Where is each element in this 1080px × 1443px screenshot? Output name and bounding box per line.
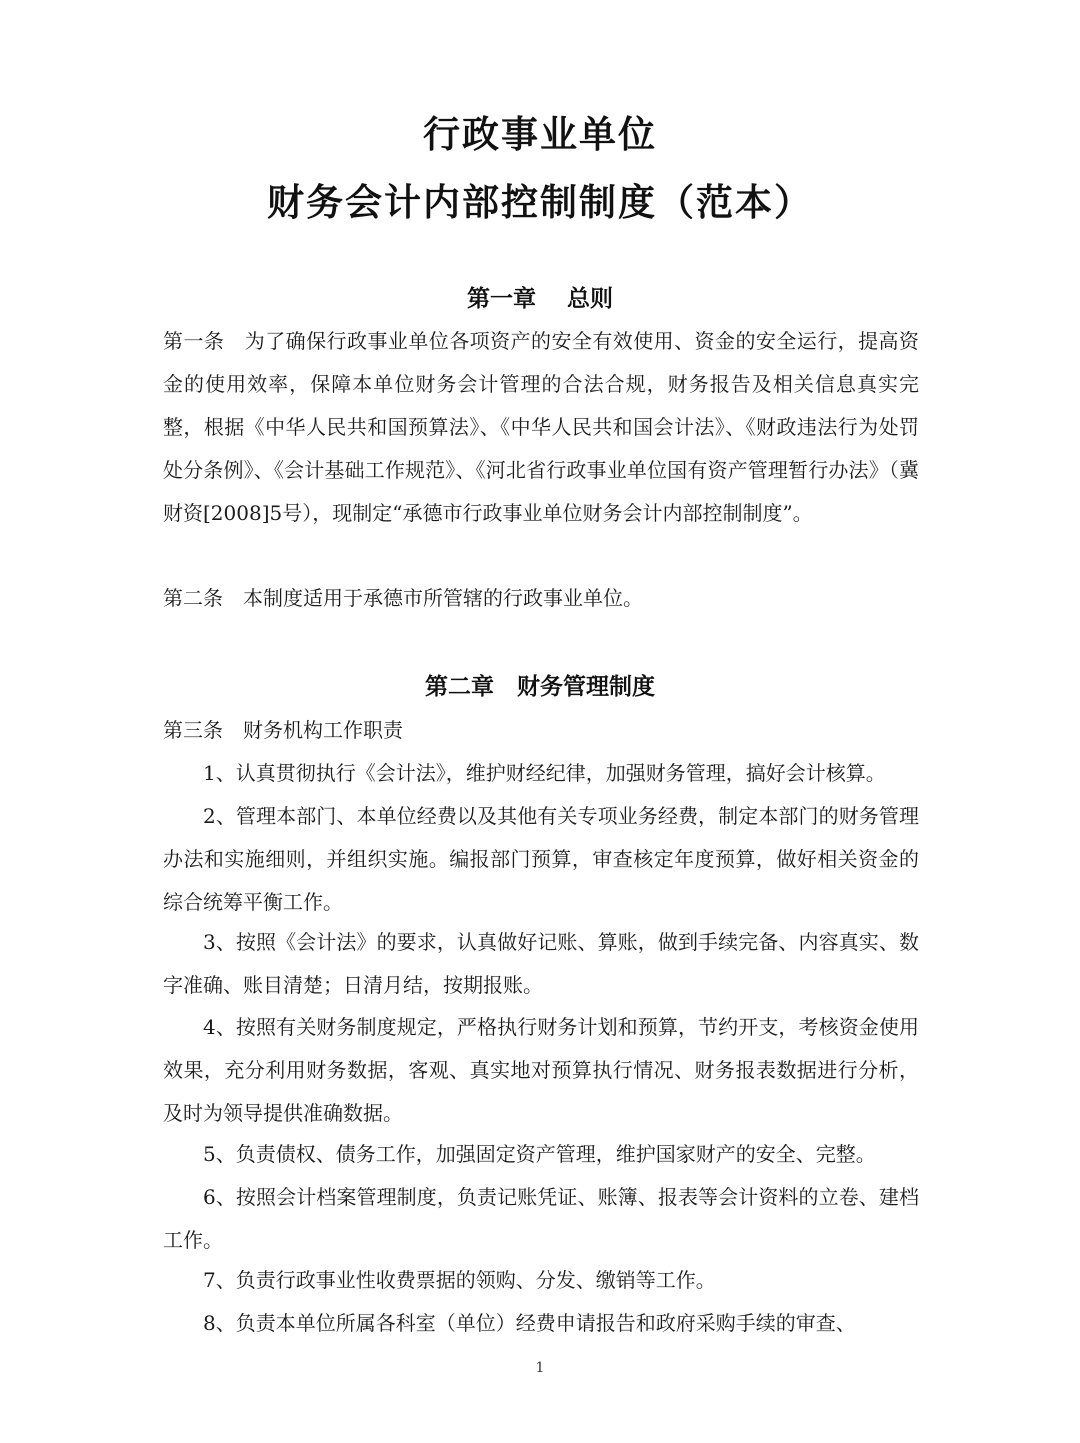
- article2-paragraph: [163, 577, 919, 620]
- article3-paragraph: [163, 709, 919, 752]
- article1-label: 第一条: [163, 329, 245, 353]
- duty-item-5: 5、负责债权、债务工作，加强固定资产管理，维护国家财产的安全、完整。: [203, 1142, 876, 1166]
- article1-paragraph: [163, 320, 919, 535]
- article2-text: 本制度适用于承德市所管辖的行政事业单位。: [243, 586, 643, 610]
- document-title-line2: 财务会计内部控制制度（范本）: [267, 181, 813, 224]
- article1-text: 为了确保行政事业单位各项资产的安全有效使用、资金的安全运行，提高资金的使用效率，保障本单位财务会计管理的合法合规，财务报告及相关信息真实完整，根据《中华人民共和国预算法》、《中华人民共和国会计法》、《财政违法行为处罚处分条例》、《会计基础工作规范》、《河北省行政事业单位国有资产管理暂行办法》（冀财资[2008]5号），现制定“承德市行政事业单位财务会计内部控制制度”。: [163, 329, 920, 525]
- duty-item-1: 1、认真贯彻执行《会计法》，维护财经纪律，加强财务管理，搞好会计核算。: [203, 761, 886, 785]
- duty-item-7: 7、负责行政事业性收费票据的领购、分发、缴销等工作。: [203, 1268, 716, 1292]
- duty-item-8: 8、负责本单位所属各科室（单位）经费申请报告和政府采购手续的审查、: [203, 1311, 856, 1335]
- article2-label: 第二条: [163, 586, 243, 610]
- duty-item-4: 4、按照有关财务制度规定，严格执行财务计划和预算，节约开支，考核资金使用效果，充分利用财务数据，客观、真实地对预算执行情况、财务报表数据进行分析，及时为领导提供准确数据。: [163, 1015, 919, 1125]
- chapter1-heading: 第一章 总则: [466, 286, 613, 312]
- chapter2-heading: 第二章 财务管理制度: [425, 674, 655, 700]
- page-number: 1: [535, 1360, 545, 1376]
- article3-label: 第三条: [163, 718, 243, 742]
- document-title-line1: 行政事业单位: [423, 113, 657, 156]
- article3-text: 财务机构工作职责: [243, 718, 403, 742]
- duty-item-6: 6、按照会计档案管理制度，负责记账凭证、账簿、报表等会计资料的立卷、建档工作。: [163, 1185, 919, 1252]
- duty-item-3: 3、按照《会计法》的要求，认真做好记账、算账，做到手续完备、内容真实、数字准确、账目清楚；日清月结，按期报账。: [163, 930, 919, 997]
- duty-item-2: 2、管理本部门、本单位经费以及其他有关专项业务经费，制定本部门的财务管理办法和实施细则，并组织实施。编报部门预算，审查核定年度预算，做好相关资金的综合统筹平衡工作。: [163, 804, 919, 914]
